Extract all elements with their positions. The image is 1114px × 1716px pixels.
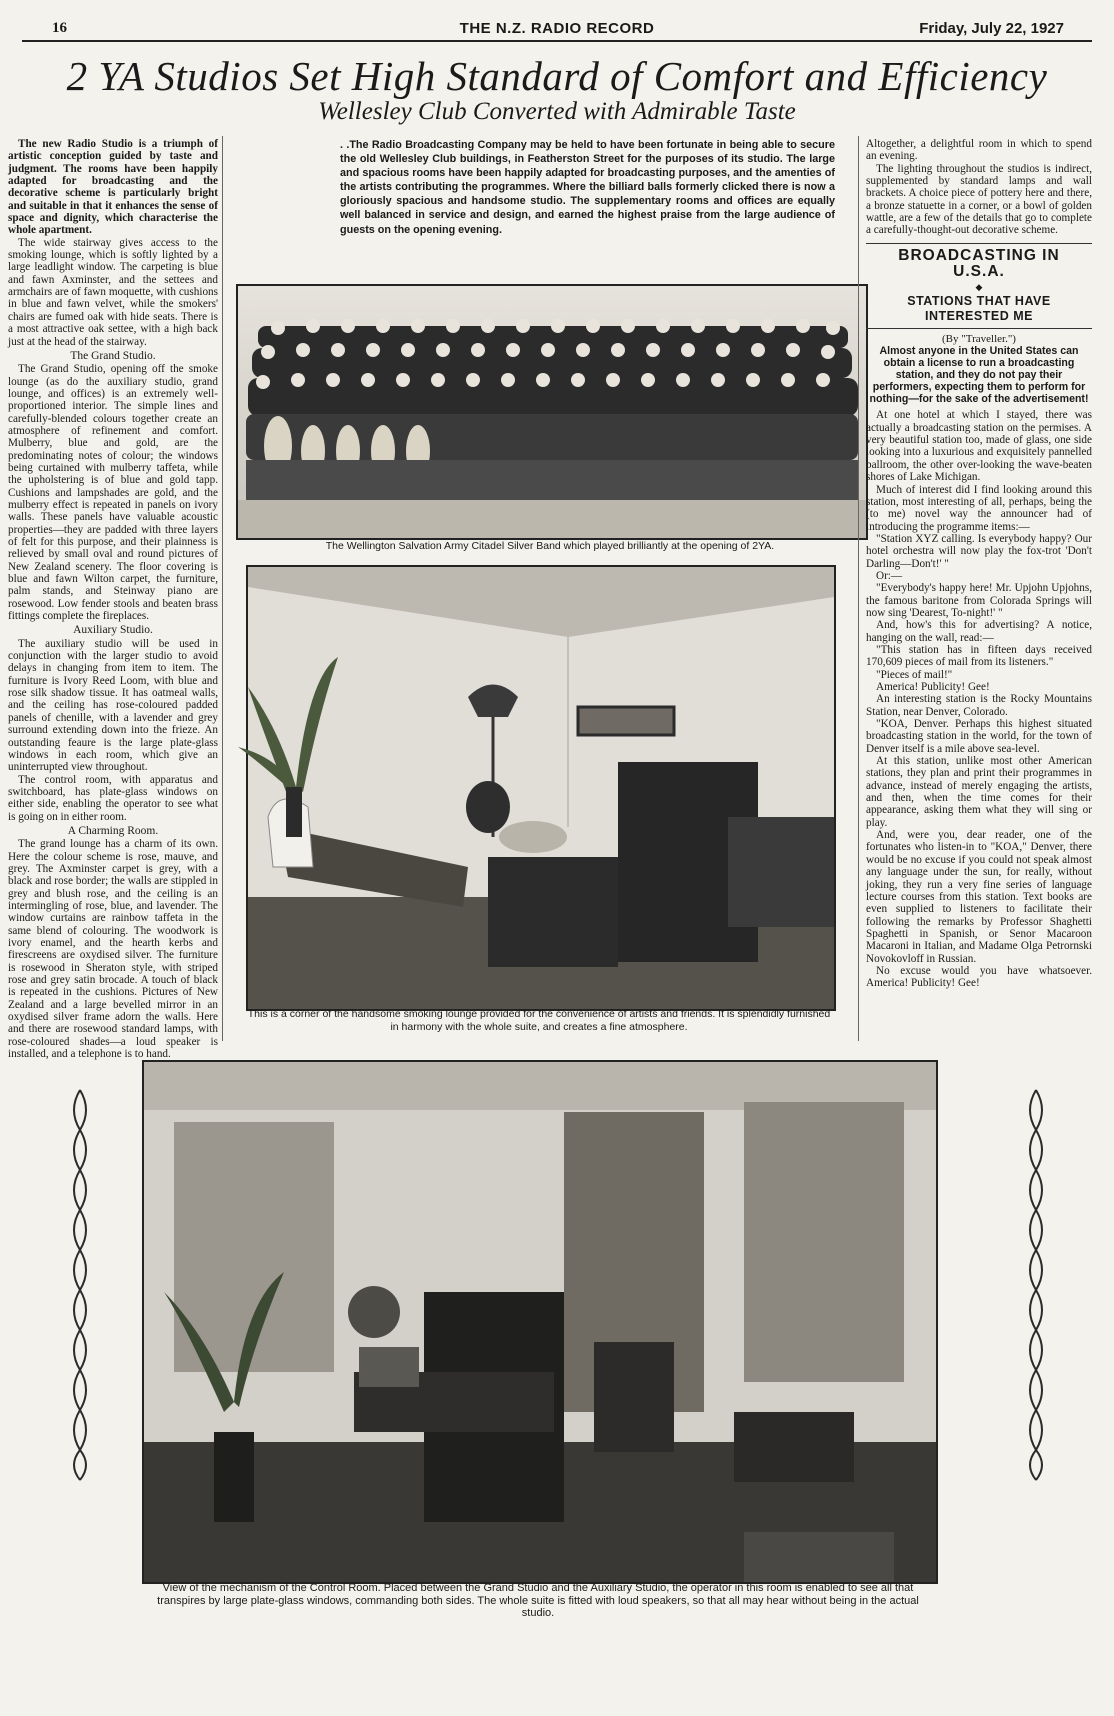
lounge-photo-caption: This is a corner of the handsome smoking lounge provided for the convenience of artists and friends. It is splendidly furnished in harmony with the whole suite, and creates a fine atmosphere.	[247, 1008, 831, 1033]
column-rule	[858, 136, 859, 1041]
article-paragraph: Altogether, a delightful room in which to spend an evening.	[866, 138, 1092, 163]
broadcasting-headline: BROADCASTING IN	[898, 246, 1060, 264]
band-photo-caption: The Wellington Salvation Army Citadel Silver Band which played brilliantly at the opening of 2YA.	[325, 540, 775, 552]
article-paragraph: The Grand Studio, opening off the smoke lounge (as do the auxiliary studio, grand lounge, and offices) is an extremely well-proportioned interior. The simple lines and carefully-blended colours together create an atmosphere of refinement and comfort. Mulberry, blue and gold, are the predominating notes of colour; the windows being curtained with mulberry taffeta, while the upholstering is of blue and gold tapp. Cushions and lampshades are gold, and the mulberry effect is repeated in panels on ivory walls. These panels have valuable acoustic properties—they are padded with three layers of felt for this purpose, and their plainness is relieved by small oval and round pictures of New Zealand scenery. The floor covering is blue and fawn Wilton carpet, the furniture, palm stands, and Steinway piano are rosewood. Low fender stools and beaten brass fittings complete the fireplaces.	[8, 363, 218, 623]
band-photo	[236, 284, 868, 540]
article-paragraph: At one hotel at which I stayed, there was actually a broadcasting station on the permises. A very beautiful station too, made of glass, one side looking into a luxurious and exquisitely pannelled ballroom, the other over-looking the wave-beaten shores of Lake Michigan.	[866, 409, 1092, 484]
intro-paragraph: . .The Radio Broadcasting Company may be held to have been fortunate in being able to secure the old Wellesley Club buildings, in Featherston Street for the purposes of its studio. The large and spacious rooms have been happily adapted for broadcasting purposes, and the amenties of the artists contributing the programmes. Where the billiard balls formerly clicked there is now a gloriously spacious and handsome studio. The supplementary rooms and offices are equally well balanced in service and design, and earned the highest praise from the large audience of guests on the opening evening.	[340, 139, 835, 236]
right-article-column	[866, 138, 1092, 1043]
page-number: 16	[52, 20, 67, 36]
left-article-column	[8, 138, 218, 1061]
article-paragraph: "Everybody's happy here! Mr. Upjohn Upjohns, the famous baritone from Colorada Springs will now sing 'Dearest, To-night!' "	[866, 582, 1092, 619]
decorative-border-ornament-icon	[1022, 1090, 1050, 1485]
lounge-photo	[246, 565, 836, 1011]
section-heading-auxiliary-studio: Auxiliary Studio.	[73, 624, 153, 637]
section-heading-grand-studio: The Grand Studio.	[70, 349, 156, 362]
article-paragraph: No excuse would you have whatsoever. America! Publicity! Gee!	[866, 964, 1092, 990]
article-paragraph: "Pieces of mail!"	[876, 668, 953, 681]
broadcasting-subheadline: STATIONS THAT HAVE	[907, 294, 1051, 309]
paper-name: THE N.Z. RADIO RECORD	[459, 20, 655, 37]
article-paragraph: The wide stairway gives access to the smoking lounge, which is softly lighted by a large leadlight window. The carpeting is blue and fawn Axminster, and the settees and armchairs are of fawn moquette, with cushions in blue and fawn velvet, while the smokers' chairs are fumed oak with hide seats. There is a most attractive oak settee, with a high back just at the head of the stairway.	[8, 236, 218, 348]
article-paragraph: The lighting throughout the studios is indirect, supplemented by standard lamps and wall brackets. A choice piece of pottery here and there, a bronze statuette in a corner, or a bowl of golden wattle, are a few of the details that go to complete a carefully-thought-out decorative scheme.	[866, 162, 1092, 237]
article-paragraph: An interesting station is the Rocky Mountains Station, near Denver, Colorado.	[866, 693, 1092, 718]
column-rule	[222, 136, 223, 1041]
byline: (By "Traveller.")	[942, 333, 1016, 346]
section-divider	[866, 328, 1092, 329]
page-header	[22, 18, 1092, 42]
decorative-border-ornament-icon	[66, 1090, 94, 1485]
article-paragraph: "Station XYZ calling. Is everybody happy? Our hotel orchestra will now play the fox-trot 'Don't Darling—Don't!' "	[866, 532, 1092, 570]
article-paragraph: The grand lounge has a charm of its own. Here the colour scheme is rose, mauve, and grey. The Axminster carpet is grey, with a black and rose border; the walls are stippled in grey and blush rose, and the ceiling is an intermingling of rose, blue, and lavender. The window curtains are rainbow taffeta in the same blend of colouring. The woodwork is ivory enamel, and the hearth kerbs and firescreens are oxydised silver. The furniture is rosewood in Sheraton style, with striped rose and grey satin brocade. A touch of black is repeated in the cushions. Pictures of New Zealand and a large bevelled mirror in an oxydised silver frame adorn the walls. Here and there are rosewood standard lamps, with rose-coloured shades—a loud speaker is installed, and a telephone is to hand.	[8, 838, 218, 1061]
article-paragraph: The control room, with apparatus and switchboard, has plate-glass windows on either side, enabling the operator to see what is going on in either room.	[8, 773, 218, 823]
headline: 2 YA Studios Set High Standard of Comfort and Efficiency	[66, 53, 1048, 99]
broadcasting-subheadline-line-2: INTERESTED ME	[925, 309, 1033, 324]
article-paragraph: "KOA, Denver. Perhaps this highest situated broadcasting station in the world, for the town of Denver itself is a mile above sea-level.	[866, 718, 1092, 755]
subheadline: Wellesley Club Converted with Admirable Taste	[318, 98, 796, 125]
article-paragraph: And, how's this for advertising? A notice, hanging on the wall, read:—	[866, 619, 1092, 644]
broadcasting-intro: Almost anyone in the United States can obtain a license to run a broadcasting station, and they do not pay their performers, expecting them to perform for nothing—for the sake of the advertisement!	[869, 345, 1089, 406]
article-paragraph: Or:—	[876, 569, 903, 582]
section-heading-charming-room: A Charming Room.	[67, 824, 159, 837]
article-paragraph: At this station, unlike most other American stations, they plan and print their programmes in advance, instead of merely engaging the artists, and then, when the time comes for their appearance, asking them what they will sing or play.	[866, 755, 1092, 829]
diamond-divider-icon: ◆	[975, 281, 983, 292]
article-paragraph: And, were you, dear reader, one of the fortunates who listen-in to "KOA," Denver, there would be no excuse if you could not speak almost any language under the sun, for really, without joking, they run a very fine series of language lecture courses from this station. Text books are even supplied to listeners to facilitate their following the remarks by Professor Shaghetti Spaghetti in Spanish, or Senor Macaroon Macaroni in Italian, and Madame Olga Petrornski Novokovloff in Russian.	[866, 829, 1092, 965]
article-paragraph: The auxiliary studio will be used in conjunction with the larger studio to avoid delays in changing from item to item. The furniture is Ivory Reed Loom, with blue and rose silk shadow tissue. It has oatmeal walls, and the ceiling has rose-coloured padded panels of chenille, with a lavender and grey surround extending down into the frieze. An outstanding feaure is the large plate-glass windows in each room, which give an uninterrupted view throughout.	[8, 637, 218, 774]
control-room-photo	[142, 1060, 938, 1584]
article-paragraph: Much of interest did I find looking around this station, most interesting of all, perhaps, being the (to me) novel way the announcer had of introducing the programme items:—	[866, 483, 1092, 533]
control-room-photo-caption: View of the mechanism of the Control Room. Placed between the Grand Studio and the Auxiliary Studio, the operator in this room is enabled to see all that transpires by large plate-glass windows, commanding both sides. The whole suite is fitted with loud speakers, so that all may hear without being in the actual studio.	[157, 1582, 919, 1619]
broadcasting-headline-line-2: U.S.A.	[953, 262, 1005, 280]
issue-date: Friday, July 22, 1927	[919, 20, 1064, 37]
article-paragraph: "This station has in fifteen days received 170,609 pieces of mail from its listeners."	[866, 643, 1092, 669]
section-divider	[866, 243, 1092, 244]
article-paragraph: America! Publicity! Gee!	[876, 681, 990, 693]
article-paragraph: The new Radio Studio is a triumph of artistic conception guided by taste and judgment. The rooms have been happily adapted for broadcasting and the decorative scheme is particularly bright and suitable in that it enhances the sense of space and dignity, which characterise the whole apartment.	[8, 138, 218, 237]
